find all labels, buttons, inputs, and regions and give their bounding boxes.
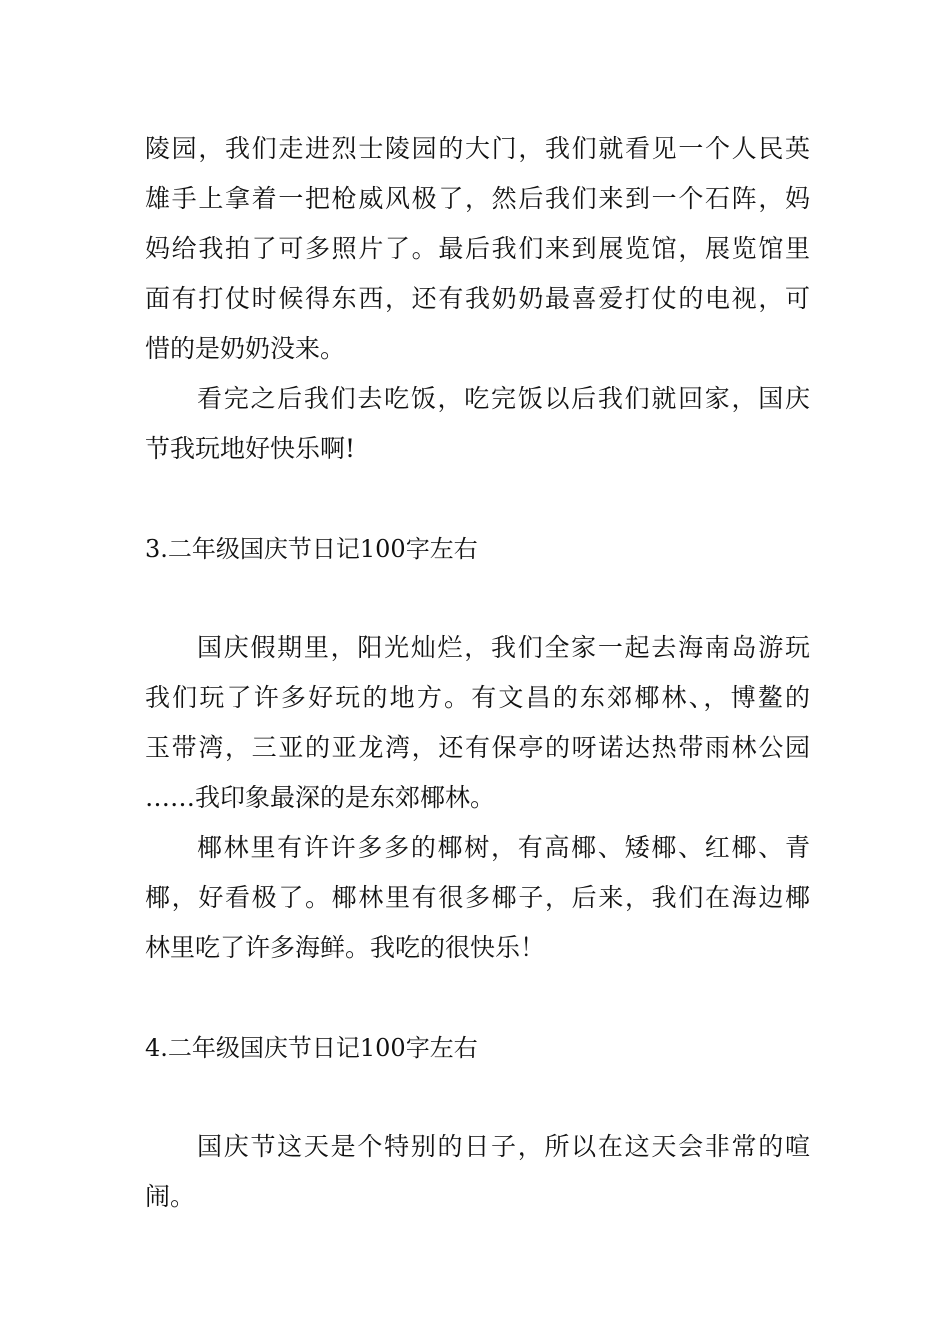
paragraph-3-line-4: ……我印象最深的是东郊椰林。: [145, 783, 496, 812]
paragraph-5-line-1: 国庆节这天是个特别的日子，所以在这天会非常的喧: [197, 1132, 810, 1161]
paragraph-5-line-2: 闹。: [145, 1182, 196, 1211]
paragraph-1-line-4: 面有打仗时候得东西，还有我奶奶最喜爱打仗的电视，可: [145, 284, 810, 313]
paragraph-3-line-2: 我们玩了许多好玩的地方。有文昌的东郊椰林、，博鳌的: [145, 683, 810, 712]
paragraph-4-line-1: 椰林里有许许多多的椰树，有高椰、矮椰、红椰、青: [197, 833, 810, 862]
paragraph-1-line-5: 惜的是奶奶没来。: [145, 334, 346, 363]
paragraph-1-line-2: 雄手上拿着一把枪威风极了，然后我们来到一个石阵，妈: [145, 184, 810, 213]
paragraph-1-line-3: 妈给我拍了可多照片了。最后我们来到展览馆，展览馆里: [145, 234, 810, 263]
paragraph-3-line-1: 国庆假期里，阳光灿烂，我们全家一起去海南岛游玩: [197, 633, 810, 662]
paragraph-4-line-2: 椰，好看极了。椰林里有很多椰子，后来，我们在海边椰: [145, 883, 810, 912]
section-heading-3: 3.二年级国庆节日记100字左右: [145, 535, 478, 563]
section-heading-4: 4.二年级国庆节日记100字左右: [145, 1034, 478, 1062]
paragraph-3-line-3: 玉带湾，三亚的亚龙湾，还有保亭的呀诺达热带雨林公园: [145, 733, 810, 762]
paragraph-2-line-2: 节我玩地好快乐啊!: [145, 434, 356, 463]
paragraph-2-line-1: 看完之后我们去吃饭，吃完饭以后我们就回家，国庆: [197, 384, 810, 413]
paragraph-1-line-1: 陵园，我们走进烈士陵园的大门，我们就看见一个人民英: [145, 134, 810, 163]
paragraph-4-line-3: 林里吃了许多海鲜。我吃的很快乐！: [145, 933, 546, 962]
